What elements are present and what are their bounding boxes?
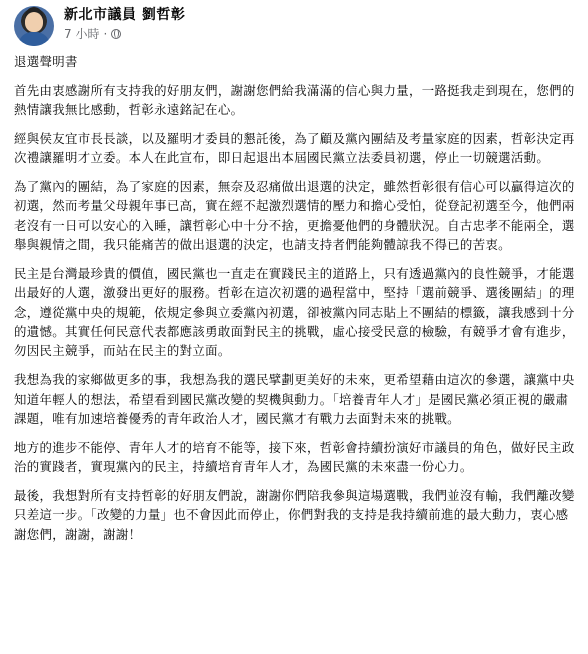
post-paragraph: 地方的進步不能停、青年人才的培育不能等，接下來，哲彰會持續扮演好市議員的角色，做好民主政治的實踐者，實現黨內的民主，持續培育青年人才，為國民黨的未來盡一份心力。 bbox=[14, 439, 575, 475]
post-paragraph: 首先由衷感謝所有支持我的好朋友們，謝謝您們給我滿滿的信心與力量，一路挺我走到現在，您們的熱情讓我無比感動，哲彰永遠銘記在心。 bbox=[14, 82, 575, 118]
post-paragraph: 為了黨內的團結，為了家庭的因素，無奈及忍痛做出退選的決定，雖然哲彰很有信心可以贏得這次的初選，然而考量父母親年事已高，實在經不起激烈選情的壓力和擔心受怕，從登記初選至今，他們兩老沒有一日可以安心的入睡，讓哲彰心中十分不捨，更擔憂他們的身體狀況。自古忠孝不能兩全，選舉與親情之間，我只能痛苦的做出退選的決定，也請支持者們能夠體諒我不得已的苦衷。 bbox=[14, 178, 575, 253]
avatar[interactable] bbox=[14, 6, 54, 46]
post-header bbox=[14, 6, 185, 46]
post-subline bbox=[64, 26, 185, 42]
post-timestamp[interactable]: 7 小時 bbox=[64, 27, 100, 41]
post-paragraph: 我想為我的家鄉做更多的事，我想為我的選民擘劃更美好的未來，更希望藉由這次的參選，讓黨中央知道年輕人的想法，希望看到國民黨改變的契機與動力。「培養青年人才」是國民黨必須正視的嚴肅課題，唯有加速培養優秀的青年政治人才，國民黨才有戰力去面對未來的挑戰。 bbox=[14, 372, 575, 426]
avatar-face bbox=[25, 12, 43, 32]
post-paragraph: 經與侯友宜市長長談，以及羅明才委員的懇託後，為了顧及黨內團結及考量家庭的因素，哲彰決定再次禮讓羅明才立委。本人在此宣布，即日起退出本屆國民黨立法委員初選，停止一切競選活動。 bbox=[14, 130, 575, 166]
post-meta bbox=[64, 6, 185, 42]
author-name[interactable]: 新北市議員 劉哲彰 bbox=[64, 7, 186, 23]
post-paragraph: 民主是台灣最珍貴的價值，國民黨也一直走在實踐民主的道路上，只有透過黨內的良性競爭，才能選出最好的人選，激發出更好的服務。哲彰在這次初選的過程當中，堅持「選前競爭、選後團結」的理念，遵從黨中央的規範，依規定參與立委黨內初選，卻被黨內同志貼上不團結的標籤，讓我感到十分的遺憾。其實任何民意代表都應該勇敢面對民主的挑戰，虛心接受民意的檢驗，有競爭才會有進步，勿因民主競爭，而站在民主的對立面。 bbox=[14, 265, 575, 359]
post-title: 退選聲明書 bbox=[14, 54, 78, 69]
globe-icon[interactable] bbox=[111, 29, 121, 39]
separator-dot: · bbox=[103, 27, 108, 41]
avatar-shirt bbox=[18, 32, 50, 46]
post-paragraph: 最後，我想對所有支持哲彰的好朋友們說，謝謝你們陪我參與這場選戰，我們並沒有輸，我們離改變只差這一步。「改變的力量」也不會因此而停止，你們對我的支持是我持續前進的最大動力，衷心感謝您們，謝謝，謝謝！ bbox=[14, 487, 575, 542]
post-body bbox=[14, 52, 576, 553]
